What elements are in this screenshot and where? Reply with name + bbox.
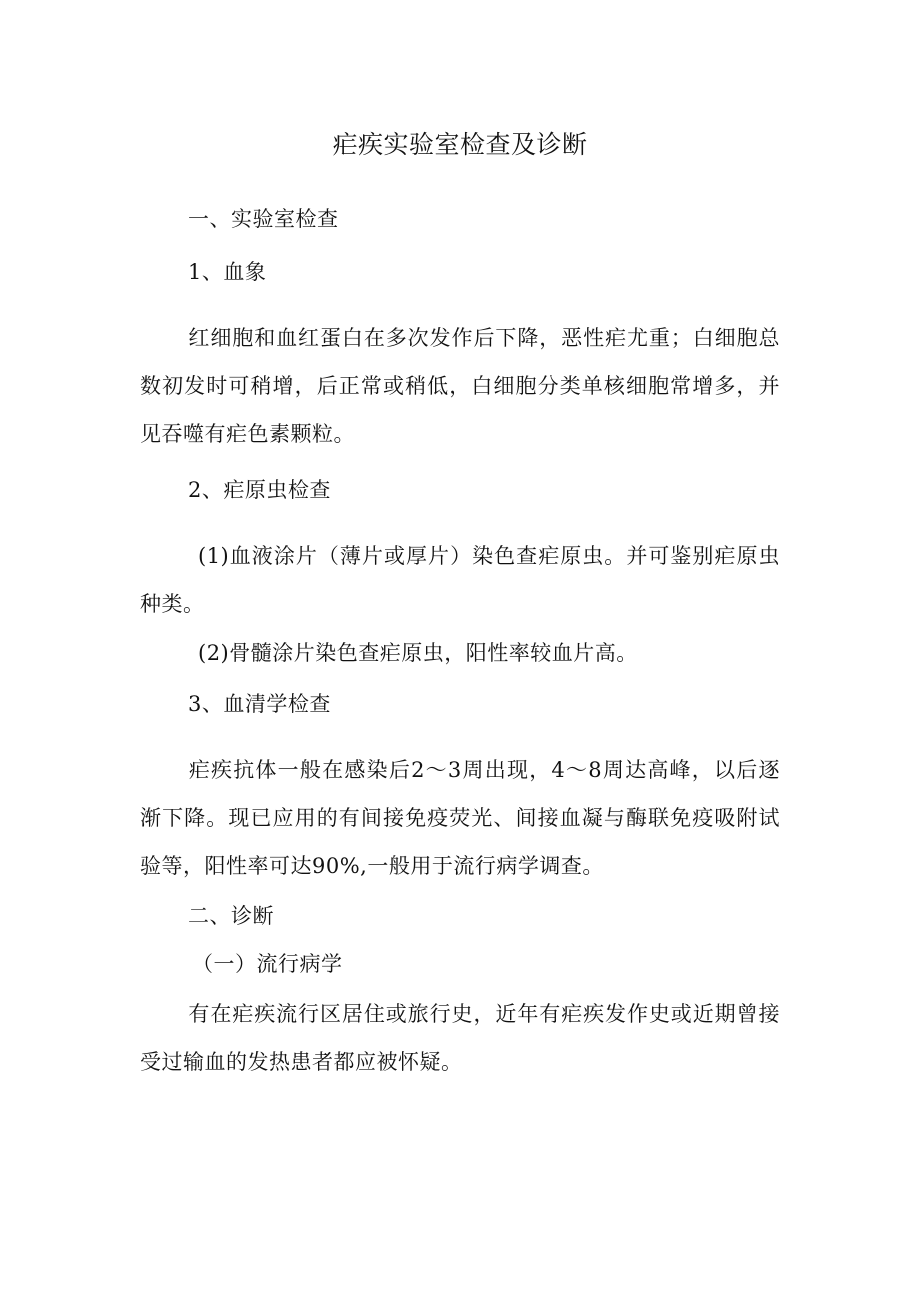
paragraph-epidemiology-text: 有在疟疾流行区居住或旅行史，近年有疟疾发作史或近期曾接受过输血的发热患者都应被怀疑。 [140, 1002, 780, 1074]
section-heading-diagnosis: 二、诊断 [188, 904, 274, 928]
subheading-parasite: 2、疟原虫检查 [188, 478, 331, 502]
paragraph-serology [140, 746, 780, 890]
document-title: 疟疾实验室检查及诊断 [332, 130, 588, 159]
paragraph-parasite-item1 [140, 532, 780, 628]
subheading-epidemiology: （一）流行病学 [192, 952, 343, 976]
paragraph-parasite-item1-text: (1)血液涂片（薄片或厚片）染色查疟原虫。并可鉴别疟原虫种类。 [140, 544, 780, 616]
paragraph-blood [140, 314, 780, 458]
paragraph-parasite-item2: (2)骨髓涂片染色查疟原虫，阳性率较血片高。 [198, 641, 638, 665]
section-heading-lab: 一、实验室检查 [188, 207, 339, 231]
paragraph-blood-text: 红细胞和血红蛋白在多次发作后下降，恶性疟尤重；白细胞总数初发时可稍增，后正常或稍低，白细胞分类单核细胞常增多，并见吞噬有疟色素颗粒。 [140, 326, 780, 446]
subheading-serology: 3、血清学检查 [188, 692, 331, 716]
subheading-blood: 1、血象 [188, 260, 267, 284]
paragraph-epidemiology [140, 990, 780, 1086]
paragraph-serology-text: 疟疾抗体一般在感染后2～3周出现，4～8周达高峰，以后逐渐下降。现已应用的有间接免疫荧光、间接血凝与酶联免疫吸附试验等，阳性率可达90%,一般用于流行病学调查。 [140, 758, 780, 878]
